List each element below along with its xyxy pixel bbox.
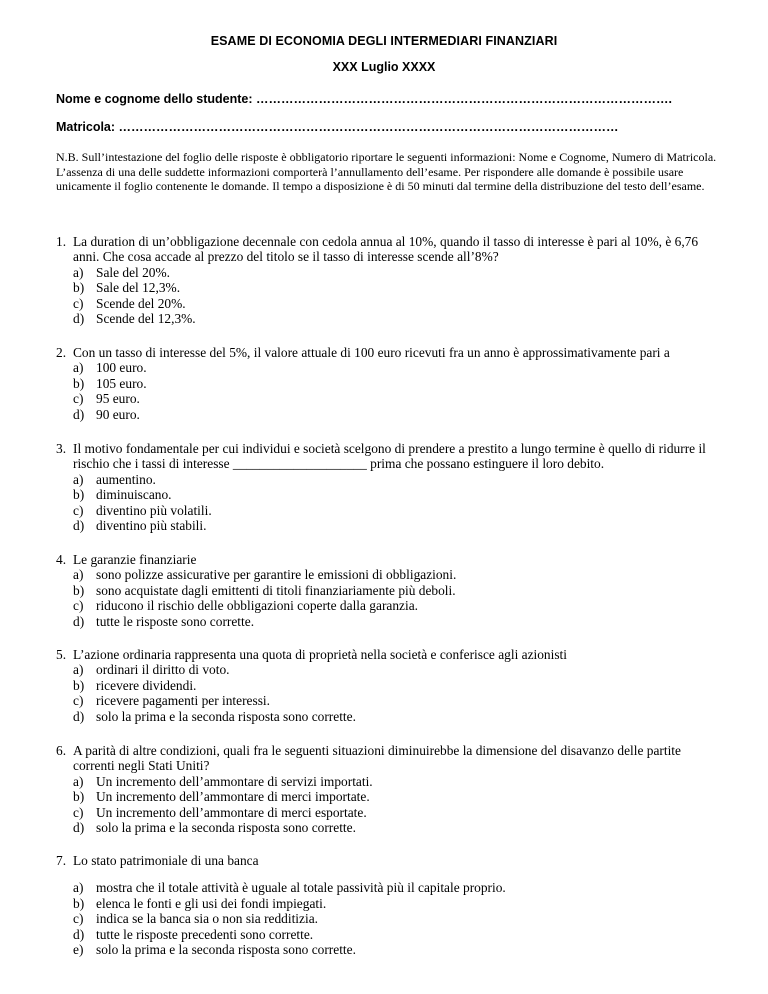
- option-text: Un incremento dell’ammontare di merci importate.: [96, 789, 370, 805]
- answer-option-c: [56, 296, 722, 311]
- option-text: tutte le risposte sono corrette.: [96, 613, 255, 629]
- option-text: solo la prima e la seconda risposta sono corrette.: [96, 820, 356, 836]
- option-text: ordinari il diritto di voto.: [96, 662, 230, 678]
- option-text: riducono il rischio delle obbligazioni coperte dalla garanzia.: [96, 598, 418, 614]
- answer-option-a: [56, 265, 722, 280]
- question-number: 5.: [56, 647, 67, 662]
- question-text: A parità di altre condizioni, quali fra le seguenti situazioni diminuirebbe la dimensione del disavanzo delle partite correnti negli Stati Uniti?: [73, 743, 681, 774]
- answer-option-d: [56, 927, 722, 942]
- answer-option-c: [56, 391, 722, 406]
- option-letter: c): [73, 502, 84, 518]
- question-text: La duration di un’obbligazione decennale con cedola annua al 10%, quando il tasso di interesse è pari al 10%, è 6,76 anni. Che cosa accade al prezzo del titolo se il tasso di interesse scende all’8%?: [73, 234, 699, 265]
- option-letter: d): [73, 518, 85, 534]
- option-letter: a): [73, 360, 84, 376]
- matricola-field: Matricola: …………………………………………………………………………………………………………: [56, 120, 619, 134]
- question-number: 7.: [56, 853, 67, 868]
- option-letter: b): [73, 487, 85, 503]
- option-text: Un incremento dell’ammontare di servizi importati.: [96, 773, 373, 789]
- answer-option-b: [56, 583, 722, 598]
- option-letter: b): [73, 895, 85, 911]
- option-text: 105 euro.: [96, 375, 147, 391]
- option-letter: b): [73, 280, 85, 296]
- option-text: diventino più stabili.: [96, 518, 207, 534]
- option-letter: d): [73, 311, 85, 327]
- option-text: Sale del 20%.: [96, 264, 171, 280]
- question-text: Le garanzie finanziarie: [73, 552, 197, 567]
- option-letter: e): [73, 942, 84, 958]
- option-letter: a): [73, 773, 84, 789]
- question-4: [56, 552, 722, 629]
- option-letter: a): [73, 567, 84, 583]
- option-text: Scende del 12,3%.: [96, 311, 196, 327]
- option-text: indica se la banca sia o non sia redditizia.: [96, 911, 318, 927]
- option-text: Un incremento dell’ammontare di merci esportate.: [96, 804, 367, 820]
- answer-option-b: [56, 678, 722, 693]
- answer-option-c: [56, 693, 722, 708]
- option-letter: d): [73, 820, 85, 836]
- option-text: sono polizze assicurative per garantire le emissioni di obbligazioni.: [96, 567, 457, 583]
- option-letter: b): [73, 789, 85, 805]
- answer-option-e: [56, 942, 722, 957]
- option-letter: d): [73, 926, 85, 942]
- option-letter: c): [73, 295, 84, 311]
- answer-option-b: [56, 789, 722, 804]
- option-text: ricevere pagamenti per interessi.: [96, 693, 270, 709]
- option-letter: b): [73, 375, 85, 391]
- option-text: 90 euro.: [96, 406, 140, 422]
- option-letter: c): [73, 693, 84, 709]
- option-text: tutte le risposte precedenti sono corrette.: [96, 926, 314, 942]
- question-7: [56, 853, 722, 957]
- question-text: Il motivo fondamentale per cui individui e società scelgono di prendere a prestito a lungo termine è quello di ridurre il rischio che i tassi di interesse ____________________ prima che possano estinguere il loro debito.: [73, 441, 706, 472]
- option-letter: c): [73, 598, 84, 614]
- answer-option-c: [56, 503, 722, 518]
- answer-option-d: [56, 407, 722, 422]
- answer-option-d: [56, 518, 722, 533]
- answer-option-c: [56, 911, 722, 926]
- option-text: aumentino.: [96, 471, 156, 487]
- question-text: L’azione ordinaria rappresenta una quota di proprietà nella società e conferisce agli azionisti: [73, 647, 568, 662]
- option-letter: b): [73, 677, 85, 693]
- option-letter: a): [73, 662, 84, 678]
- option-letter: d): [73, 613, 85, 629]
- exam-title: ESAME DI ECONOMIA DEGLI INTERMEDIARI FINANZIARI: [210, 34, 558, 48]
- question-5: [56, 647, 722, 724]
- option-letter: c): [73, 911, 84, 927]
- option-text: solo la prima e la seconda risposta sono corrette.: [96, 942, 356, 958]
- option-text: ricevere dividendi.: [96, 677, 197, 693]
- question-2: [56, 345, 722, 422]
- option-text: solo la prima e la seconda risposta sono corrette.: [96, 708, 356, 724]
- answer-option-d: [56, 709, 722, 724]
- question-3: [56, 441, 722, 533]
- answer-option-b: [56, 487, 722, 502]
- answer-option-d: [56, 614, 722, 629]
- exam-instructions-note: N.B. Sull’intestazione del foglio delle risposte è obbligatorio riportare le seguenti informazioni: Nome e Cognome, Numero di Matricola. L’assenza di una delle suddette informazioni comporterà l’annullamento dell’esame. Per rispondere alle domande è possibile usare unicamente il foglio contenente le domande. Il tempo a disposizione è di 50 minuti dal termine della distribuzione del testo dell’esame.: [56, 150, 717, 194]
- option-text: Scende del 20%.: [96, 295, 186, 311]
- option-letter: d): [73, 708, 85, 724]
- option-letter: c): [73, 391, 84, 407]
- option-text: sono acquistate dagli emittenti di titoli finanziariamente più deboli.: [96, 582, 456, 598]
- answer-option-a: [56, 567, 722, 582]
- answer-option-c: [56, 598, 722, 613]
- student-name-field: Nome e cognome dello studente: ……………………………………………………………………………………….: [56, 92, 672, 106]
- question-6: [56, 743, 722, 835]
- option-letter: a): [73, 264, 84, 280]
- question-number: 1.: [56, 234, 67, 249]
- answer-option-b: [56, 376, 722, 391]
- question-number: 3.: [56, 441, 67, 456]
- answer-option-a: [56, 472, 722, 487]
- option-text: diminuiscano.: [96, 487, 172, 503]
- spacer: [56, 868, 722, 880]
- option-text: elenca le fonti e gli usi dei fondi impiegati.: [96, 895, 327, 911]
- answer-option-b: [56, 280, 722, 295]
- option-letter: c): [73, 804, 84, 820]
- option-text: Sale del 12,3%.: [96, 280, 181, 296]
- exam-date: XXX Luglio XXXX: [332, 60, 436, 74]
- question-text: Lo stato patrimoniale di una banca: [73, 853, 259, 868]
- option-letter: d): [73, 406, 85, 422]
- option-text: mostra che il totale attività è uguale al totale passività più il capitale proprio.: [96, 880, 506, 896]
- question-number: 6.: [56, 743, 67, 758]
- answer-option-a: [56, 360, 722, 375]
- answer-option-a: [56, 880, 722, 895]
- question-1: [56, 234, 722, 326]
- answer-option-a: [56, 774, 722, 789]
- question-text: Con un tasso di interesse del 5%, il valore attuale di 100 euro ricevuti fra un anno è approssimativamente pari a: [73, 345, 670, 360]
- question-number: 2.: [56, 345, 67, 360]
- option-letter: a): [73, 880, 84, 896]
- option-text: 100 euro.: [96, 360, 147, 376]
- answer-option-c: [56, 805, 722, 820]
- answer-option-a: [56, 662, 722, 677]
- option-text: 95 euro.: [96, 391, 140, 407]
- option-letter: a): [73, 471, 84, 487]
- question-number: 4.: [56, 552, 67, 567]
- answer-option-d: [56, 820, 722, 835]
- option-text: diventino più volatili.: [96, 502, 212, 518]
- answer-option-d: [56, 311, 722, 326]
- answer-option-b: [56, 896, 722, 911]
- option-letter: b): [73, 582, 85, 598]
